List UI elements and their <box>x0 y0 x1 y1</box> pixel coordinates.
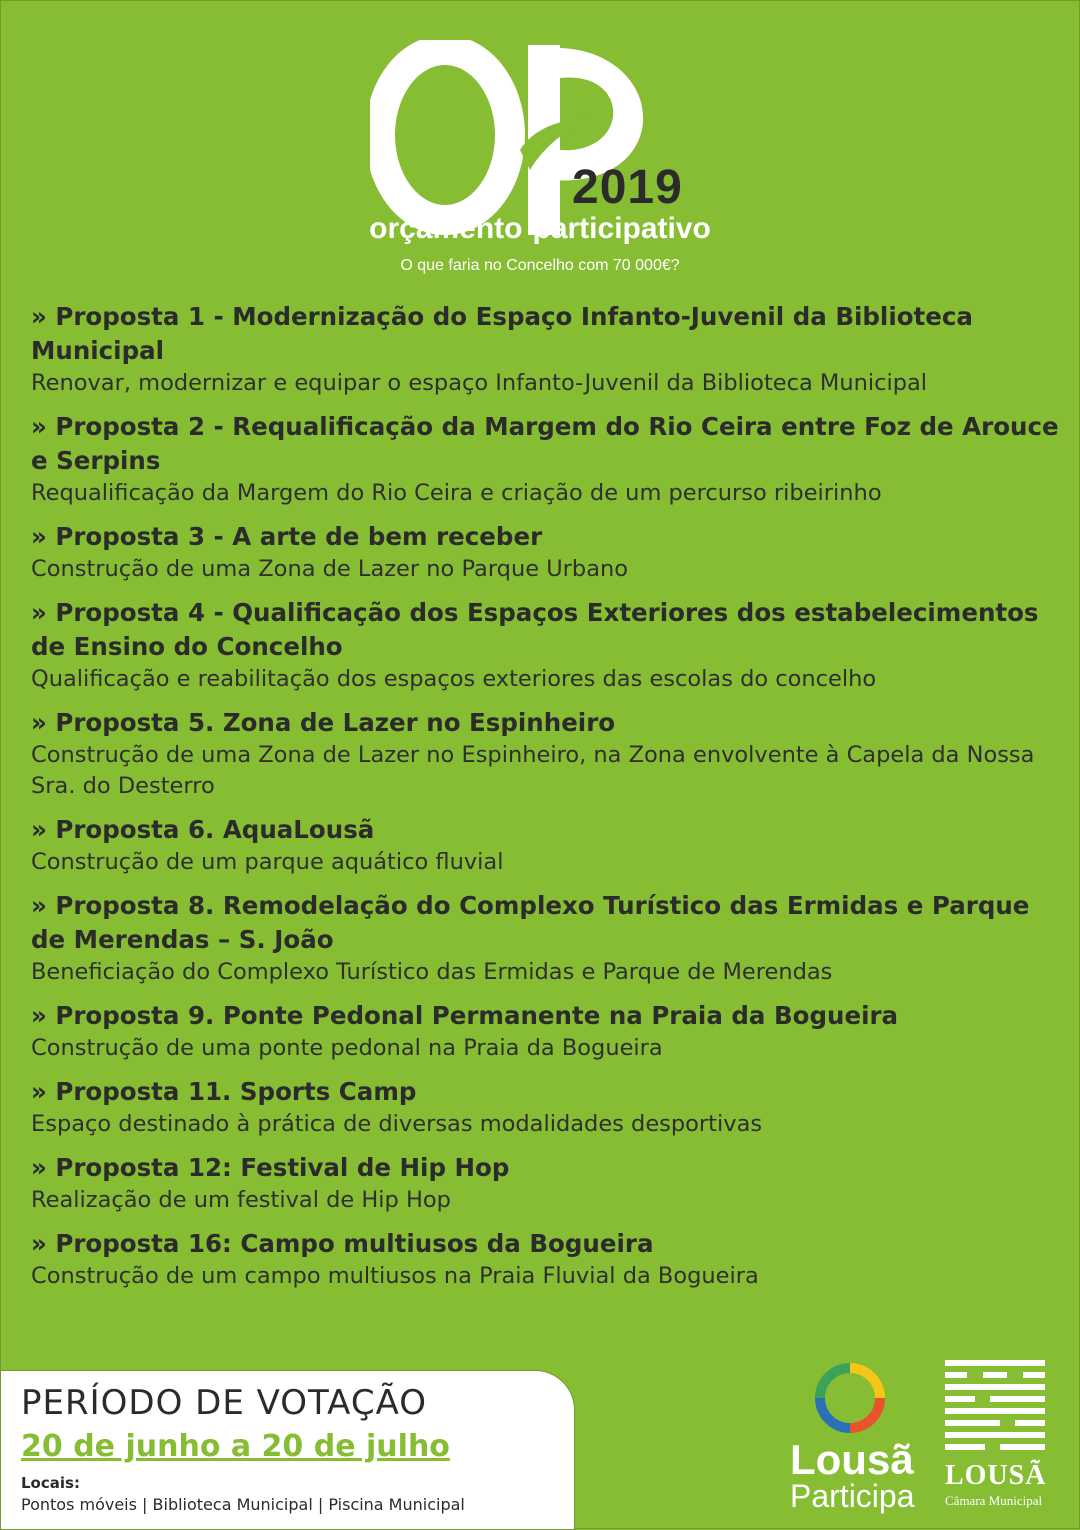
locations-list: Pontos móveis | Biblioteca Municipal | Piscina Municipal <box>21 1495 465 1514</box>
lousa-participa-sub: Participa <box>790 1478 915 1514</box>
proposal-title: » Proposta 6. AquaLousã <box>31 815 375 844</box>
proposal-list <box>31 300 1061 1303</box>
program-title-word1: orçamento <box>369 212 523 245</box>
lousa-municipality-icon <box>945 1360 1045 1455</box>
proposal-description: Espaço destinado à prática de diversas modalidades desportivas <box>31 1111 763 1137</box>
proposal-description: Construção de um campo multiusos na Praia Fluvial da Bogueira <box>31 1263 759 1289</box>
municipality-name: LOUSÃ <box>945 1460 1047 1491</box>
proposal-item <box>31 596 1061 695</box>
program-title <box>0 212 1080 246</box>
proposal-title: » Proposta 1 - Modernização do Espaço Infanto-Juvenil da Biblioteca Municipal <box>31 302 973 365</box>
proposal-title: » Proposta 12: Festival de Hip Hop <box>31 1153 510 1182</box>
proposal-title: » Proposta 3 - A arte de bem receber <box>31 522 543 551</box>
proposal-title: » Proposta 5. Zona de Lazer no Espinheiro <box>31 708 616 737</box>
proposal-title: » Proposta 11. Sports Camp <box>31 1077 417 1106</box>
proposal-item <box>31 300 1061 399</box>
voting-dates: 20 de junho a 20 de julho <box>21 1429 450 1464</box>
proposal-item <box>31 520 1061 585</box>
proposal-title: » Proposta 8. Remodelação do Complexo Turístico das Ermidas e Parque de Merendas – S. João <box>31 891 1030 954</box>
year-label: 2019 <box>572 161 683 214</box>
tagline: O que faria no Concelho com 70 000€? <box>400 257 680 274</box>
proposal-description: Construção de uma ponte pedonal na Praia da Bogueira <box>31 1035 663 1061</box>
proposal-item <box>31 1227 1061 1292</box>
proposal-item <box>31 813 1061 878</box>
proposal-description: Construção de uma Zona de Lazer no Espinheiro, na Zona envolvente à Capela da Nossa Sra. do Desterro <box>31 742 1035 799</box>
proposal-description: Renovar, modernizar e equipar o espaço Infanto-Juvenil da Biblioteca Municipal <box>31 370 928 396</box>
proposal-title: » Proposta 2 - Requalificação da Margem do Rio Ceira entre Foz de Arouce e Serpins <box>31 412 1059 475</box>
proposal-description: Qualificação e reabilitação dos espaços exteriores das escolas do concelho <box>31 666 877 692</box>
proposal-title: » Proposta 16: Campo multiusos da Bogueira <box>31 1229 654 1258</box>
voting-period-box <box>0 1370 575 1530</box>
proposal-item <box>31 1151 1061 1216</box>
proposal-item <box>31 1075 1061 1140</box>
municipality-subtitle: Câmara Municipal <box>945 1493 1043 1508</box>
proposal-description: Beneficiação do Complexo Turístico das Ermidas e Parque de Merendas <box>31 959 833 985</box>
voting-title: PERÍODO DE VOTAÇÃO <box>21 1383 427 1423</box>
locations-label: Locais: <box>21 1474 80 1492</box>
lousa-participa-name: Lousã <box>790 1436 914 1483</box>
proposal-title: » Proposta 9. Ponte Pedonal Permanente na Praia da Bogueira <box>31 1001 899 1030</box>
program-title-word2: participativo <box>532 212 711 245</box>
proposal-item <box>31 889 1061 988</box>
proposal-item <box>31 410 1061 509</box>
proposal-description: Requalificação da Margem do Rio Ceira e criação de um percurso ribeirinho <box>31 480 882 506</box>
proposal-description: Construção de uma Zona de Lazer no Parque Urbano <box>31 556 629 582</box>
proposal-title: » Proposta 4 - Qualificação dos Espaços Exteriores dos estabelecimentos de Ensino do Concelho <box>31 598 1039 661</box>
proposal-item <box>31 999 1061 1064</box>
proposal-description: Construção de um parque aquático fluvial <box>31 849 504 875</box>
lousa-participa-icon <box>805 1358 895 1438</box>
proposal-item <box>31 706 1061 802</box>
proposal-description: Realização de um festival de Hip Hop <box>31 1187 451 1213</box>
